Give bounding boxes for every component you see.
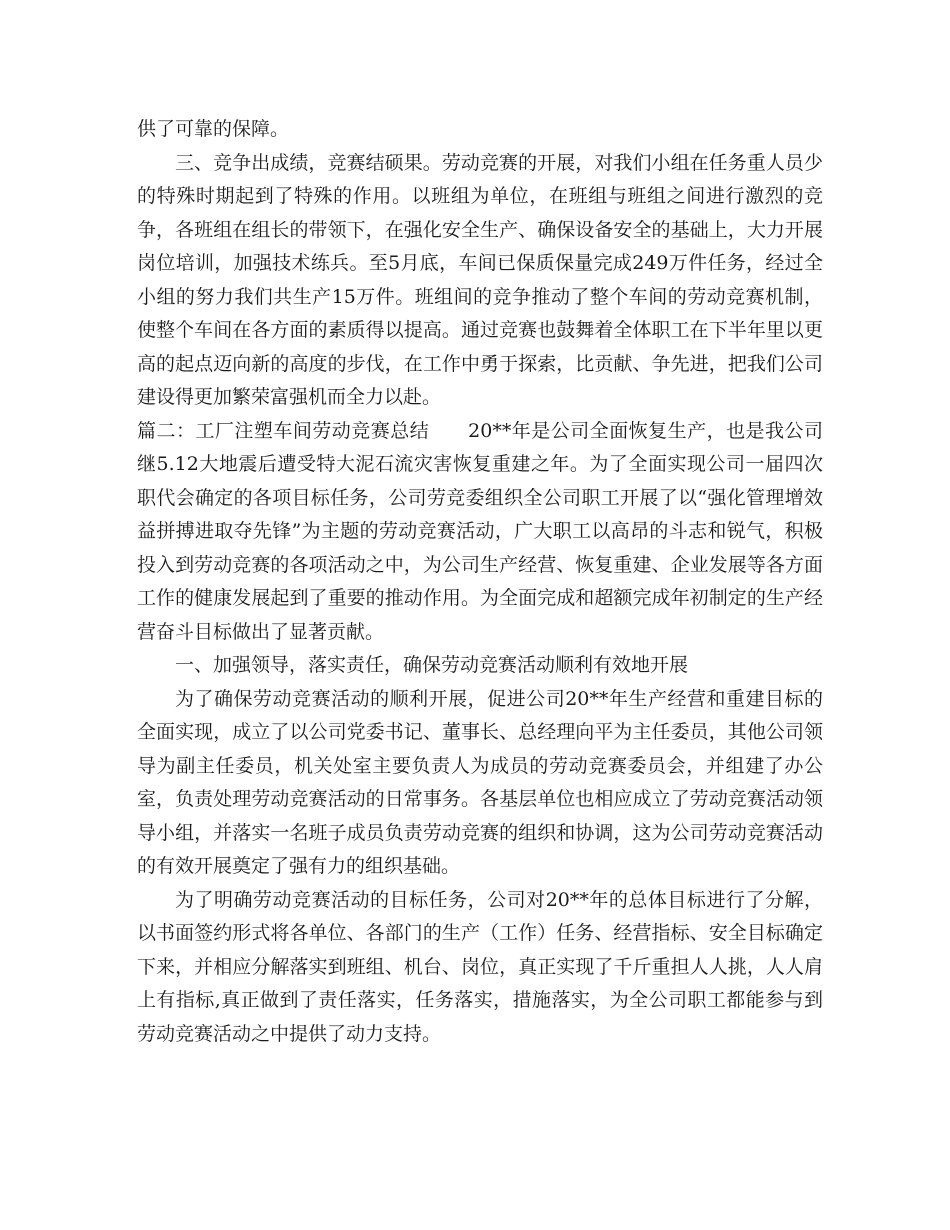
document-page [137, 113, 823, 1051]
paragraph-article-two-intro: 篇二：工厂注塑车间劳动竞赛总结 20**年是公司全面恢复生产，也是我公司继5.12大地震后遭受特大泥石流灾害恢复重建之年。为了全面实现公司一届四次职代会确定的各项目标任务，公司劳竞委组织全公司职工开展了以“强化管理增效益拼搏进取夺先锋”为主题的劳动竞赛活动，广大职工以高昂的斗志和锐气，积极投入到劳动竞赛的各项活动之中，为公司生产经营、恢复重建、企业发展等各方面工作的健康发展起到了重要的推动作用。为全面完成和超额完成年初制定的生产经营奋斗目标做出了显著贡献。 [137, 419, 823, 643]
paragraph-section-three: 三、竞争出成绩，竞赛结硕果。劳动竞赛的开展，对我们小组在任务重人员少的特殊时期起到了特殊的作用。以班组为单位，在班组与班组之间进行激烈的竞争，各班组在组长的带领下，在强化安全生产、确保设备安全的基础上，大力开展岗位培训，加强技术练兵。至5月底，车间已保质保量完成249万件任务，经过全小组的努力我们共生产15万件。班组间的竞争推动了整个车间的劳动竞赛机制，使整个车间在各方面的素质得以提高。通过竞赛也鼓舞着全体职工在下半年里以更高的起点迈向新的高度的步伐，在工作中勇于探索，比贡献、争先进，把我们公司建设得更加繁荣富强机而全力以赴。 [137, 151, 823, 408]
paragraph-heading-one: 一、加强领导，落实责任，确保劳动竞赛活动顺利有效地开展 [175, 654, 689, 676]
paragraph-targets: 为了明确劳动竞赛活动的目标任务，公司对20**年的总体目标进行了分解，以书面签约形式将各单位、各部门的生产（工作）任务、经营指标、安全目标确定下来，并相应分解落实到班组、机台、岗位，真正实现了千斤重担人人挑，人人肩上有指标,真正做到了责任落实，任务落实，措施落实，为全公司职工都能参与到劳动竞赛活动之中提供了动力支持。 [137, 888, 823, 1045]
paragraph-organization: 为了确保劳动竞赛活动的顺利开展，促进公司20**年生产经营和重建目标的全面实现，成立了以公司党委书记、董事长、总经理向平为主任委员，其他公司领导为副主任委员，机关处室主要负责人为成员的劳动竞赛委员会，并组建了办公室，负责处理劳动竞赛活动的日常事务。各基层单位也相应成立了劳动竞赛活动领导小组，并落实一名班子成员负责劳动竞赛的组织和协调，这为公司劳动竞赛活动的有效开展奠定了强有力的组织基础。 [137, 687, 823, 877]
paragraph-continuation: 供了可靠的保障。 [137, 118, 290, 140]
